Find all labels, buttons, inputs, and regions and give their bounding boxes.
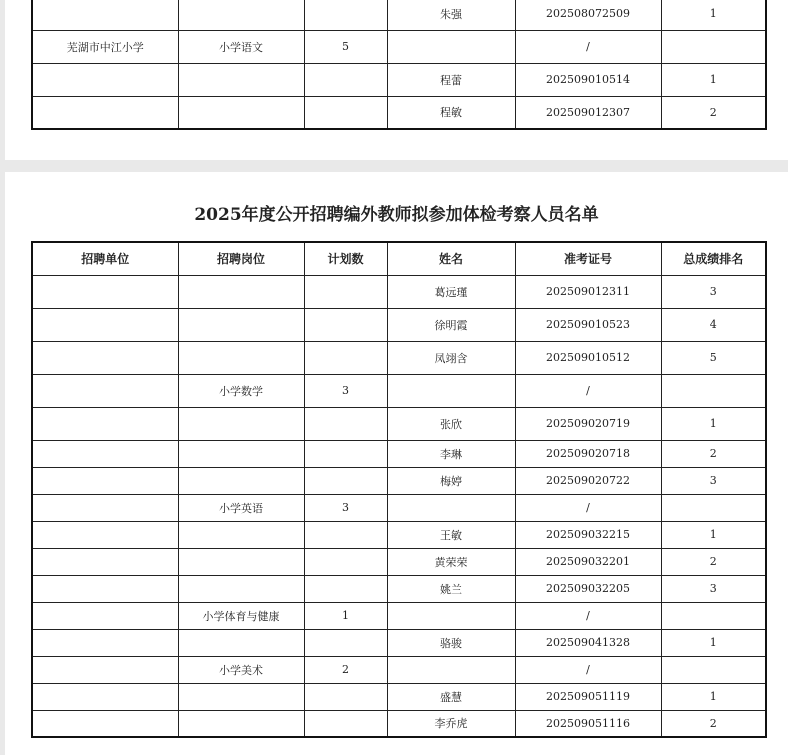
table-row (32, 683, 766, 710)
cell-name: 黄荣荣 (387, 548, 515, 575)
cell-plan: 3 (304, 494, 387, 521)
cell-rank: 3 (661, 275, 766, 308)
cell-rank: 3 (661, 467, 766, 494)
cell-rank: 1 (661, 0, 766, 30)
cell-name: 王敏 (387, 521, 515, 548)
cell-rank: 2 (661, 710, 766, 737)
header-rank: 总成绩排名 (661, 242, 766, 275)
cell-plan (304, 407, 387, 440)
cell-rank: 2 (661, 96, 766, 129)
table-row (32, 63, 766, 96)
table-row (32, 374, 766, 407)
cell-unit (32, 63, 178, 96)
header-unit: 招聘单位 (32, 242, 178, 275)
cell-unit (32, 494, 178, 521)
cell-post (178, 467, 304, 494)
cell-name: 李乔虎 (387, 710, 515, 737)
cell-unit (32, 407, 178, 440)
cell-name: 葛远瑾 (387, 275, 515, 308)
document-page-previous (5, 0, 788, 160)
cell-plan (304, 521, 387, 548)
cell-unit (32, 467, 178, 494)
cell-ticket: 202509032205 (515, 575, 661, 602)
cell-rank (661, 602, 766, 629)
cell-plan: 3 (304, 374, 387, 407)
table-row (32, 710, 766, 737)
table-row (32, 548, 766, 575)
cell-post (178, 683, 304, 710)
cell-rank: 1 (661, 629, 766, 656)
candidate-table-continued (31, 0, 767, 130)
table-row (32, 521, 766, 548)
table-row (32, 440, 766, 467)
table-row (32, 275, 766, 308)
cell-unit (32, 308, 178, 341)
cell-post: 小学英语 (178, 494, 304, 521)
table-row (32, 341, 766, 374)
cell-plan (304, 96, 387, 129)
document-page (5, 172, 788, 755)
cell-post (178, 341, 304, 374)
cell-unit (32, 440, 178, 467)
cell-name: 朱强 (387, 0, 515, 30)
cell-ticket: / (515, 30, 661, 63)
cell-unit (32, 629, 178, 656)
cell-unit (32, 521, 178, 548)
cell-plan (304, 308, 387, 341)
cell-rank: 2 (661, 548, 766, 575)
cell-plan (304, 440, 387, 467)
table-row (32, 656, 766, 683)
table-row (32, 494, 766, 521)
cell-rank: 4 (661, 308, 766, 341)
cell-post: 小学体育与健康 (178, 602, 304, 629)
cell-ticket: 202509032215 (515, 521, 661, 548)
cell-ticket: / (515, 656, 661, 683)
cell-ticket: 202509020718 (515, 440, 661, 467)
cell-plan (304, 548, 387, 575)
cell-name: 骆骏 (387, 629, 515, 656)
cell-unit (32, 548, 178, 575)
cell-ticket: / (515, 602, 661, 629)
cell-ticket: / (515, 374, 661, 407)
cell-name (387, 374, 515, 407)
cell-rank (661, 494, 766, 521)
cell-name (387, 494, 515, 521)
header-ticket: 准考证号 (515, 242, 661, 275)
cell-post: 小学数学 (178, 374, 304, 407)
cell-plan (304, 0, 387, 30)
cell-name: 李琳 (387, 440, 515, 467)
document-title: 2025年度公开招聘编外教师拟参加体检考察人员名单 (194, 205, 599, 225)
table-row (32, 629, 766, 656)
cell-ticket: 202509020719 (515, 407, 661, 440)
cell-ticket: 202509012311 (515, 275, 661, 308)
cell-name: 程蕾 (387, 63, 515, 96)
cell-rank: 1 (661, 683, 766, 710)
cell-plan (304, 467, 387, 494)
cell-plan: 2 (304, 656, 387, 683)
cell-ticket: 202509010514 (515, 63, 661, 96)
table-row (32, 575, 766, 602)
cell-rank: 2 (661, 440, 766, 467)
header-plan: 计划数 (304, 242, 387, 275)
candidate-table (31, 241, 767, 738)
table-row (32, 30, 766, 63)
cell-plan (304, 341, 387, 374)
cell-plan (304, 63, 387, 96)
cell-ticket: 202509032201 (515, 548, 661, 575)
cell-ticket: 202509051119 (515, 683, 661, 710)
cell-ticket: 202509051116 (515, 710, 661, 737)
cell-name (387, 656, 515, 683)
cell-post (178, 440, 304, 467)
cell-ticket: 202509010512 (515, 341, 661, 374)
header-name: 姓名 (387, 242, 515, 275)
cell-name (387, 30, 515, 63)
cell-rank: 3 (661, 575, 766, 602)
cell-rank (661, 374, 766, 407)
table-row (32, 467, 766, 494)
table-header-row (32, 242, 766, 275)
cell-ticket: 202508072509 (515, 0, 661, 30)
cell-name: 盛慧 (387, 683, 515, 710)
cell-ticket: 202509012307 (515, 96, 661, 129)
cell-plan: 5 (304, 30, 387, 63)
cell-ticket: 202509041328 (515, 629, 661, 656)
table-row (32, 407, 766, 440)
cell-rank (661, 656, 766, 683)
table-row (32, 96, 766, 129)
cell-plan: 1 (304, 602, 387, 629)
cell-plan (304, 575, 387, 602)
cell-name (387, 602, 515, 629)
cell-unit (32, 275, 178, 308)
cell-unit (32, 341, 178, 374)
cell-name: 张欣 (387, 407, 515, 440)
cell-name: 姚兰 (387, 575, 515, 602)
cell-unit: 芜湖市中江小学 (32, 30, 178, 63)
cell-post (178, 407, 304, 440)
cell-unit (32, 0, 178, 30)
cell-rank (661, 30, 766, 63)
cell-post: 小学语文 (178, 30, 304, 63)
cell-rank: 1 (661, 521, 766, 548)
cell-post (178, 521, 304, 548)
cell-ticket: / (515, 494, 661, 521)
cell-plan (304, 710, 387, 737)
cell-unit (32, 656, 178, 683)
cell-unit (32, 710, 178, 737)
cell-plan (304, 629, 387, 656)
cell-rank: 1 (661, 407, 766, 440)
cell-post (178, 629, 304, 656)
cell-unit (32, 374, 178, 407)
cell-name: 程敏 (387, 96, 515, 129)
cell-post: 小学美术 (178, 656, 304, 683)
table-row (32, 602, 766, 629)
cell-post (178, 96, 304, 129)
cell-unit (32, 575, 178, 602)
header-post: 招聘岗位 (178, 242, 304, 275)
cell-unit (32, 683, 178, 710)
cell-post (178, 0, 304, 30)
cell-name: 梅婷 (387, 467, 515, 494)
cell-unit (32, 602, 178, 629)
cell-rank: 5 (661, 341, 766, 374)
cell-post (178, 308, 304, 341)
table-row (32, 308, 766, 341)
cell-ticket: 202509020722 (515, 467, 661, 494)
cell-post (178, 575, 304, 602)
table-row (32, 0, 766, 30)
cell-name: 徐明霞 (387, 308, 515, 341)
cell-plan (304, 683, 387, 710)
cell-rank: 1 (661, 63, 766, 96)
cell-post (178, 710, 304, 737)
cell-post (178, 548, 304, 575)
cell-plan (304, 275, 387, 308)
cell-post (178, 275, 304, 308)
cell-name: 凤翊含 (387, 341, 515, 374)
cell-ticket: 202509010523 (515, 308, 661, 341)
cell-post (178, 63, 304, 96)
cell-unit (32, 96, 178, 129)
